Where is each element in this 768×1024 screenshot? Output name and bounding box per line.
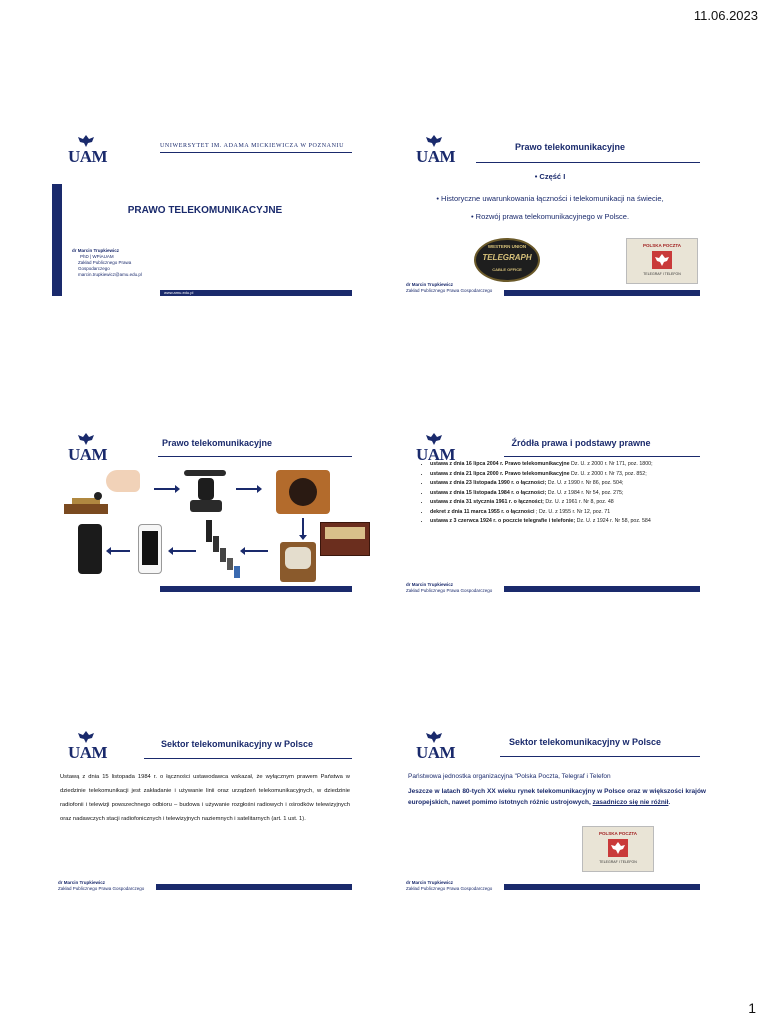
arrow-right	[236, 488, 258, 490]
footer-bar	[156, 884, 352, 890]
sources-list	[420, 461, 702, 528]
arrow-down	[302, 518, 304, 536]
slide-title: Źródła prawa i podstawy prawne	[511, 438, 651, 448]
arrow-left	[110, 550, 130, 552]
author-name: dr Marcin Trupkiewicz	[406, 282, 454, 287]
eagle-icon	[424, 134, 444, 148]
author-dept: Zakład Publicznego Prawa Gospodarczego	[406, 288, 493, 293]
uam-logo: UAM	[416, 134, 452, 170]
page-number: 1	[748, 1000, 756, 1016]
slide-2	[400, 130, 700, 315]
title-rule	[158, 456, 352, 457]
author-block	[406, 582, 492, 594]
slide-title: Sektor telekomunikacyjny w Polsce	[160, 739, 314, 749]
candlestick-telephone-image	[182, 466, 228, 514]
title-rule	[500, 756, 700, 757]
slide-1	[52, 130, 352, 315]
slide-3	[52, 428, 352, 613]
author-line: Zakład Publicznego Prawa	[78, 260, 132, 265]
uam-logo: UAM	[68, 134, 104, 170]
author-line: PhD | WPiAUAM	[80, 254, 114, 259]
side-bar	[52, 184, 62, 296]
author-line: Gospodarczego	[78, 266, 110, 271]
author-name: dr Marcin Trupkiewicz	[406, 582, 454, 587]
uam-logo: UAM	[416, 432, 452, 468]
western-union-badge: WESTERN UNION TELEGRAPH CABLE OFFICE	[474, 238, 540, 282]
rotary-telephone-image	[276, 470, 330, 514]
eagle-icon	[76, 432, 96, 446]
body-text: Ustawą z dnia 15 listopada 1984 r. o łączności ustawodawca wskazał, że wyłącznym prawem Państwa w dziedzinie telekomunikacji jest zakładanie i używanie linii oraz urządzeń telekomunikacyjnych, w dziedzinie radiofonii i telewizji powszechnego odbioru – budowa i używanie rozgłośni radiowych i ośrodków telewizyjnych oraz nadawczych stacji radiofonicznych i telewizyjnych naziemnych i satelitarnych (art. 1 ust. 1).	[60, 774, 350, 822]
header-rule	[160, 152, 352, 153]
slide-title: Prawo telekomunikacyjne	[161, 438, 273, 448]
slide-6	[400, 726, 706, 911]
footer-bar	[504, 290, 700, 296]
author-dept: Zakład Publicznego Prawa Gospodarczego	[58, 886, 145, 891]
eagle-emblem-icon	[652, 251, 672, 269]
footer-bar	[504, 586, 700, 592]
organization-text: Państwowa jednostka organizacyjna "Polska Poczta, Telegraf i Telefon	[408, 773, 611, 780]
eagle-emblem-icon	[608, 839, 628, 857]
arrow-right	[154, 488, 176, 490]
list-item: • ustawa z dnia 23 listopada 1990 r. o łączności; Dz. U. z 1990 r. Nr 86, poz. 504;	[430, 480, 702, 488]
author-dept: Zakład Publicznego Prawa Gospodarczego	[406, 886, 493, 891]
list-item: • dekret z dnia 11 marca 1955 r. o łączności ; Dz. U. z 1955 r. Nr 12, poz. 71	[430, 509, 702, 517]
author-block	[406, 880, 492, 892]
arrow-left	[172, 550, 196, 552]
bullet-history: • Historyczne uwarunkowania łączności i telekomunikacji na świecie,	[436, 194, 664, 203]
author-line: marcin.trupkiewicz@amu.edu.pl	[78, 272, 142, 277]
smartphone-white-image	[138, 524, 162, 574]
slide-title: Sektor telekomunikacyjny w Polsce	[508, 737, 662, 747]
slide-4	[400, 428, 700, 613]
hand-image	[106, 470, 140, 492]
website-link[interactable]: www.amu.edu.pl	[164, 290, 194, 295]
footer-bar	[160, 586, 352, 592]
footer-bar	[504, 884, 700, 890]
author-name: dr Marcin Trupkiewicz	[72, 248, 120, 253]
author-dept: Zakład Publicznego Prawa Gospodarczego	[406, 588, 493, 593]
page-date: 11.06.2023	[693, 8, 758, 23]
mobile-phones-evolution-image	[204, 520, 244, 582]
television-image	[280, 542, 316, 582]
radio-image	[320, 522, 370, 556]
title-rule	[504, 456, 700, 457]
title-rule	[476, 162, 700, 163]
footer-bar	[160, 290, 352, 296]
list-item: • ustawa z dnia 15 listopada 1984 r. o łączności; Dz. U. z 1984 r. Nr 54, poz. 275;	[430, 490, 702, 498]
emphasis-text: zasadniczo się nie różnił	[592, 799, 669, 806]
author-block	[72, 248, 142, 278]
list-item: • ustawa z dnia 31 stycznia 1961 r. o łączności; Dz. U. z 1961 r. Nr 8, poz. 48	[430, 499, 702, 507]
smartphone-black-image	[78, 524, 102, 574]
uam-logo: UAM	[68, 432, 104, 468]
author-name: dr Marcin Trupkiewicz	[58, 880, 106, 885]
author-name: dr Marcin Trupkiewicz	[406, 880, 454, 885]
bullet-development: • Rozwój prawa telekomunikacyjnego w Polsce.	[470, 212, 630, 221]
list-item: • ustawa z dnia 21 lipca 2000 r. Prawo telekomunikacyjne Dz. U. z 2000 r. Nr 73, poz. 852;	[430, 471, 702, 479]
eagle-icon	[424, 432, 444, 446]
list-item: • ustawa z 3 czerwca 1924 r. o poczcie telegrafie i telefonie; Dz. U. z 1924 r. Nr 58, poz. 584	[430, 518, 702, 526]
list-item: • ustawa z dnia 16 lipca 2004 r. Prawo telekomunikacyjne Dz. U. z 2000 r. Nr 171, poz. 1800;	[430, 461, 702, 469]
author-block	[406, 282, 492, 294]
presentation-title: PRAWO TELEKOMUNIKACYJNE	[127, 205, 283, 216]
eagle-icon	[424, 730, 444, 744]
uam-logo: UAM	[68, 730, 104, 766]
telegraph-key-image	[64, 492, 108, 514]
slide-5	[52, 726, 352, 911]
part-label: • Część I	[534, 172, 566, 181]
author-block	[58, 880, 144, 892]
uam-logo: UAM	[416, 730, 452, 766]
university-name: UNIWERSYTET IM. ADAMA MICKIEWICZA W POZNANIU	[160, 143, 345, 149]
polska-poczta-sign: POLSKA POCZTA TELEGRAF I TELEFON	[582, 826, 654, 872]
eagle-icon	[76, 134, 96, 148]
polska-poczta-sign: POLSKA POCZTA TELEGRAF I TELEFON	[626, 238, 698, 284]
title-rule	[144, 758, 352, 759]
slide-title: Prawo telekomunikacyjne	[514, 142, 626, 152]
eagle-icon	[76, 730, 96, 744]
arrow-left	[244, 550, 268, 552]
market-text: Jeszcze w latach 80-tych XX wieku rynek telekomunikacyjny w Polsce oraz w większości krajów europejskich, nawet pomimo istotnych różnic ustrojowych, zasadniczo się nie różnił.	[408, 788, 706, 806]
